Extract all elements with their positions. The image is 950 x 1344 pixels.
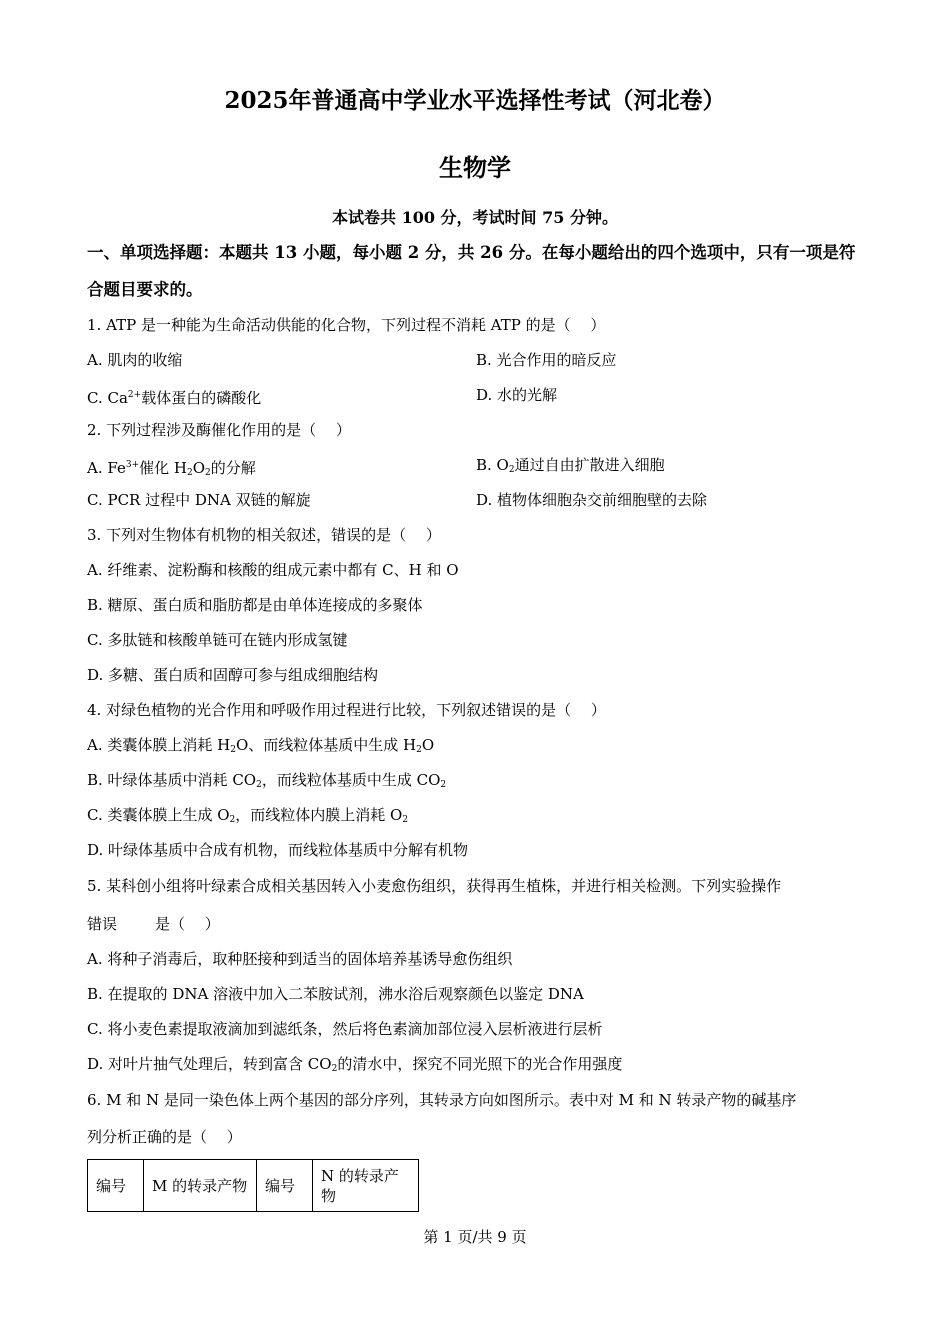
table-header-cell: N 的转录产物 [313, 1160, 419, 1212]
question-1-option-a: A. 肌肉的收缩 [87, 351, 183, 369]
table-header-cell: M 的转录产物 [144, 1160, 257, 1212]
question-1-option-c: C. $Ca^{2+}$载体蛋白的磷酸化 [87, 389, 262, 407]
question-3-stem: 3. 下列对生物体有机物的相关叙述，错误的是（ ） [87, 526, 441, 544]
exam-info: 本试卷共 100 分，考试时间 75 分钟。 [332, 208, 618, 227]
question-2-stem: 2. 下列过程涉及酶催化作用的是（ ） [87, 421, 351, 439]
subject-title: 生物学 [439, 153, 511, 182]
question-4-option-a: A. 类囊体膜上消耗 $H_2O$、而线粒体基质中生成 $H_2O$ [87, 736, 435, 755]
question-3-option-a: A. 纤维素、淀粉酶和核酸的组成元素中都有 C、H 和 O [87, 561, 459, 579]
table-header-row [88, 1160, 419, 1212]
question-4-option-c: C. 类囊体膜上生成 $O_2$，而线粒体内膜上消耗 $O_2$ [87, 806, 409, 825]
section-heading: 一、单项选择题：本题共 13 小题，每小题 2 分，共 26 分。在每小题给出的四个选项中，只有一项是符合题目要求的。 [87, 243, 856, 299]
question-5-option-b: B. 在提取的 DNA 溶液中加入二苯胺试剂，沸水浴后观察颜色以鉴定 DNA [87, 985, 584, 1003]
question-5-stem-line2: 错误 是（ ） [87, 915, 220, 933]
question-4-option-d: D. 叶绿体基质中合成有机物，而线粒体基质中分解有机物 [87, 841, 469, 859]
question-2-option-d: D. 植物体细胞杂交前细胞壁的去除 [476, 491, 708, 509]
question-5-option-d: D. 对叶片抽气处理后，转到富含 $CO_2$的清水中，探究不同光照下的光合作用强度 [87, 1055, 623, 1074]
question-1-option-b: B. 光合作用的暗反应 [476, 351, 617, 369]
question-6-stem-line1: 6. M 和 N 是同一染色体上两个基因的部分序列，其转录方向如图所示。表中对 M 和 N 转录产物的碱基序 [87, 1091, 797, 1109]
question-4-stem: 4. 对绿色植物的光合作用和呼吸作用过程进行比较，下列叙述错误的是（ ） [87, 701, 606, 719]
question-2-option-a: A. $Fe^{3+}$催化 $H_2O_2$的分解 [87, 459, 256, 478]
exam-title: 2025年普通高中学业水平选择性考试（河北卷） [224, 87, 726, 114]
question-5-stem-line1: 5. 某科创小组将叶绿素合成相关基因转入小麦愈伤组织，获得再生植株，并进行相关检测。下列实验操作 [87, 877, 782, 895]
question-5-option-c: C. 将小麦色素提取液滴加到滤纸条，然后将色素滴加部位浸入层析液进行层析 [87, 1020, 603, 1038]
question-3-option-c: C. 多肽链和核酸单链可在链内形成氢键 [87, 631, 348, 649]
question-6-stem-line2: 列分析正确的是（ ） [87, 1128, 242, 1146]
question-3-option-b: B. 糖原、蛋白质和脂肪都是由单体连接成的多聚体 [87, 596, 423, 614]
page-number: 第 1 页/共 9 页 [423, 1228, 527, 1246]
question-1-stem: 1. ATP 是一种能为生命活动供能的化合物，下列过程不消耗 ATP 的是（ ） [87, 316, 606, 334]
question-3-option-d: D. 多糖、蛋白质和固醇可参与组成细胞结构 [87, 666, 379, 684]
question-6-table [87, 1159, 419, 1212]
table-header-cell: 编号 [257, 1160, 313, 1212]
table-header-cell: 编号 [88, 1160, 144, 1212]
question-4-option-b: B. 叶绿体基质中消耗 $CO_2$，而线粒体基质中生成 $CO_2$ [87, 771, 447, 790]
question-2-option-c: C. PCR 过程中 DNA 双链的解旋 [87, 491, 311, 509]
question-1-option-d: D. 水的光解 [476, 386, 558, 404]
question-5-option-a: A. 将种子消毒后，取种胚接种到适当的固体培养基诱导愈伤组织 [87, 950, 513, 968]
question-2-option-b: B. $O_2$通过自由扩散进入细胞 [476, 456, 665, 475]
